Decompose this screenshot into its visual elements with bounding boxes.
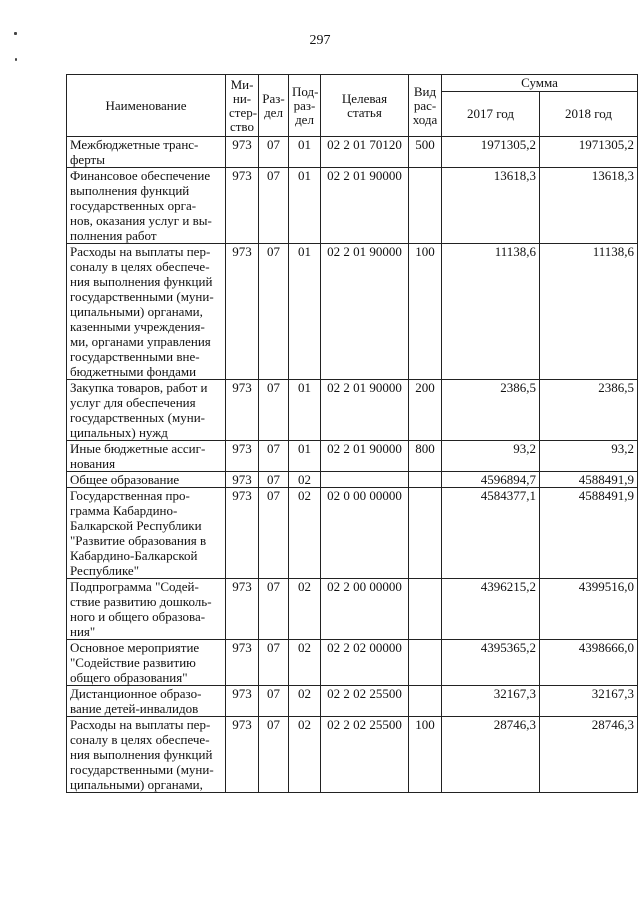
cell-expense-type <box>409 686 442 717</box>
cell-expense-type <box>409 472 442 488</box>
cell-section: 07 <box>259 717 289 793</box>
name-line: Государственная про- <box>70 488 190 503</box>
cell-ministry: 973 <box>226 472 259 488</box>
cell-sum-2018: 4398666,0 <box>540 640 638 686</box>
cell-section: 07 <box>259 488 289 579</box>
cell-name <box>67 488 226 579</box>
cell-target-article <box>321 472 409 488</box>
cell-expense-type: 100 <box>409 244 442 380</box>
cell-target-article: 02 2 01 90000 <box>321 380 409 441</box>
name-line: вание детей-инвалидов <box>70 701 199 716</box>
cell-subsection: 02 <box>289 488 321 579</box>
cell-ministry: 973 <box>226 244 259 380</box>
table-row <box>67 640 638 686</box>
name-line: государственных орга- <box>70 198 197 213</box>
name-line: ми, органами управления <box>70 334 211 349</box>
cell-sum-2017: 93,2 <box>442 441 540 472</box>
cell-expense-type: 100 <box>409 717 442 793</box>
table-row <box>67 244 638 380</box>
name-line: Расходы на выплаты пер- <box>70 717 211 732</box>
header-subsection: Под- раз- дел <box>289 75 321 137</box>
page-number: 297 <box>309 33 331 48</box>
cell-section: 07 <box>259 380 289 441</box>
cell-sum-2018: 13618,3 <box>540 168 638 244</box>
name-line: Иные бюджетные ассиг- <box>70 441 206 456</box>
cell-sum-2018: 4588491,9 <box>540 488 638 579</box>
cell-sum-2018: 4399516,0 <box>540 579 638 640</box>
table-row <box>67 441 638 472</box>
cell-sum-2018: 2386,5 <box>540 380 638 441</box>
name-line: ферты <box>70 152 105 167</box>
cell-ministry: 973 <box>226 137 259 168</box>
cell-expense-type: 200 <box>409 380 442 441</box>
header-sum: Сумма <box>442 75 638 92</box>
cell-ministry: 973 <box>226 579 259 640</box>
cell-ministry: 973 <box>226 441 259 472</box>
cell-section: 07 <box>259 137 289 168</box>
name-line: выполнения функций <box>70 183 190 198</box>
cell-subsection: 01 <box>289 244 321 380</box>
cell-name <box>67 244 226 380</box>
cell-expense-type <box>409 579 442 640</box>
cell-name <box>67 380 226 441</box>
name-line: общего образования" <box>70 670 188 685</box>
cell-sum-2018: 93,2 <box>540 441 638 472</box>
cell-target-article: 02 2 02 00000 <box>321 640 409 686</box>
cell-subsection: 01 <box>289 168 321 244</box>
cell-name <box>67 579 226 640</box>
cell-target-article: 02 0 00 00000 <box>321 488 409 579</box>
name-line: Республике" <box>70 563 140 578</box>
cell-target-article: 02 2 01 90000 <box>321 168 409 244</box>
name-line: ципальными) органами, <box>70 304 203 319</box>
cell-sum-2017: 13618,3 <box>442 168 540 244</box>
cell-sum-2017: 28746,3 <box>442 717 540 793</box>
name-line: ципальными) органами, <box>70 777 203 792</box>
cell-ministry: 973 <box>226 717 259 793</box>
cell-ministry: 973 <box>226 686 259 717</box>
cell-section: 07 <box>259 472 289 488</box>
cell-sum-2017: 4584377,1 <box>442 488 540 579</box>
cell-ministry: 973 <box>226 640 259 686</box>
cell-section: 07 <box>259 640 289 686</box>
cell-expense-type <box>409 168 442 244</box>
cell-section: 07 <box>259 579 289 640</box>
cell-target-article: 02 2 01 90000 <box>321 244 409 380</box>
cell-subsection: 01 <box>289 441 321 472</box>
cell-sum-2018: 32167,3 <box>540 686 638 717</box>
cell-subsection: 02 <box>289 640 321 686</box>
name-line: ния выполнения функций <box>70 747 213 762</box>
table-row <box>67 472 638 488</box>
cell-target-article: 02 2 00 00000 <box>321 579 409 640</box>
cell-section: 07 <box>259 686 289 717</box>
cell-name <box>67 168 226 244</box>
cell-subsection: 01 <box>289 380 321 441</box>
cell-sum-2017: 4596894,7 <box>442 472 540 488</box>
name-line: грамма Кабардино- <box>70 503 178 518</box>
name-line: Основное мероприятие <box>70 640 200 655</box>
name-line: Общее образование <box>70 472 180 487</box>
name-line: ного и общего образова- <box>70 609 206 624</box>
cell-expense-type: 500 <box>409 137 442 168</box>
cell-target-article: 02 2 02 25500 <box>321 717 409 793</box>
header-year-2017: 2017 год <box>442 92 540 137</box>
name-line: Закупка товаров, работ и <box>70 380 208 395</box>
cell-name <box>67 472 226 488</box>
name-line: соналу в целях обеспече- <box>70 732 210 747</box>
cell-sum-2017: 2386,5 <box>442 380 540 441</box>
cell-subsection: 01 <box>289 137 321 168</box>
name-line: нования <box>70 456 116 471</box>
name-line: полнения работ <box>70 228 157 243</box>
cell-sum-2018: 4588491,9 <box>540 472 638 488</box>
cell-expense-type <box>409 488 442 579</box>
cell-sum-2018: 28746,3 <box>540 717 638 793</box>
table-row <box>67 137 638 168</box>
name-line: ствие развитию дошколь- <box>70 594 212 609</box>
cell-target-article: 02 2 01 90000 <box>321 441 409 472</box>
cell-target-article: 02 2 02 25500 <box>321 686 409 717</box>
cell-sum-2017: 4396215,2 <box>442 579 540 640</box>
cell-sum-2017: 32167,3 <box>442 686 540 717</box>
name-line: "Развитие образования в <box>70 533 207 548</box>
name-line: Кабардино-Балкарской <box>70 548 198 563</box>
cell-ministry: 973 <box>226 168 259 244</box>
table-row <box>67 686 638 717</box>
cell-ministry: 973 <box>226 380 259 441</box>
name-line: бюджетными фондами <box>70 364 197 379</box>
scan-speck <box>15 58 17 61</box>
name-line: государственных (муни- <box>70 410 205 425</box>
name-line: Балкарской Республики <box>70 518 202 533</box>
name-line: Межбюджетные транс- <box>70 137 199 152</box>
cell-section: 07 <box>259 441 289 472</box>
name-line: государственными (муни- <box>70 762 214 777</box>
table-row <box>67 488 638 579</box>
cell-target-article: 02 2 01 70120 <box>321 137 409 168</box>
header-expense-type: Вид рас- хода <box>409 75 442 137</box>
cell-subsection: 02 <box>289 686 321 717</box>
cell-expense-type: 800 <box>409 441 442 472</box>
cell-sum-2017: 11138,6 <box>442 244 540 380</box>
cell-subsection: 02 <box>289 472 321 488</box>
name-line: соналу в целях обеспече- <box>70 259 210 274</box>
name-line: ния" <box>70 624 96 639</box>
cell-name <box>67 441 226 472</box>
table-row <box>67 717 638 793</box>
name-line: нов, оказания услуг и вы- <box>70 213 212 228</box>
cell-section: 07 <box>259 168 289 244</box>
cell-name <box>67 137 226 168</box>
name-line: ципальных) нужд <box>70 425 168 440</box>
header-year-2018: 2018 год <box>540 92 638 137</box>
header-target-article: Целевая статья <box>321 75 409 137</box>
table-body <box>67 137 638 793</box>
name-line: услуг для обеспечения <box>70 395 196 410</box>
cell-name <box>67 717 226 793</box>
cell-expense-type <box>409 640 442 686</box>
table-row <box>67 579 638 640</box>
cell-sum-2018: 11138,6 <box>540 244 638 380</box>
table-row <box>67 380 638 441</box>
cell-name <box>67 686 226 717</box>
cell-ministry: 973 <box>226 488 259 579</box>
header-section: Раз- дел <box>259 75 289 137</box>
cell-sum-2017: 4395365,2 <box>442 640 540 686</box>
name-line: государственными (муни- <box>70 289 214 304</box>
cell-name <box>67 640 226 686</box>
cell-section: 07 <box>259 244 289 380</box>
header-name: Наименование <box>67 75 226 137</box>
cell-sum-2018: 1971305,2 <box>540 137 638 168</box>
name-line: государственными вне- <box>70 349 200 364</box>
cell-subsection: 02 <box>289 717 321 793</box>
name-line: ния выполнения функций <box>70 274 213 289</box>
header-ministry: Ми- ни- стер- ство <box>226 75 259 137</box>
name-line: Подпрограмма "Содей- <box>70 579 199 594</box>
name-line: "Содействие развитию <box>70 655 196 670</box>
budget-table <box>66 74 638 793</box>
cell-sum-2017: 1971305,2 <box>442 137 540 168</box>
table-row <box>67 168 638 244</box>
name-line: казенными учреждения- <box>70 319 205 334</box>
name-line: Финансовое обеспечение <box>70 168 211 183</box>
name-line: Расходы на выплаты пер- <box>70 244 211 259</box>
cell-subsection: 02 <box>289 579 321 640</box>
name-line: Дистанционное образо- <box>70 686 202 701</box>
